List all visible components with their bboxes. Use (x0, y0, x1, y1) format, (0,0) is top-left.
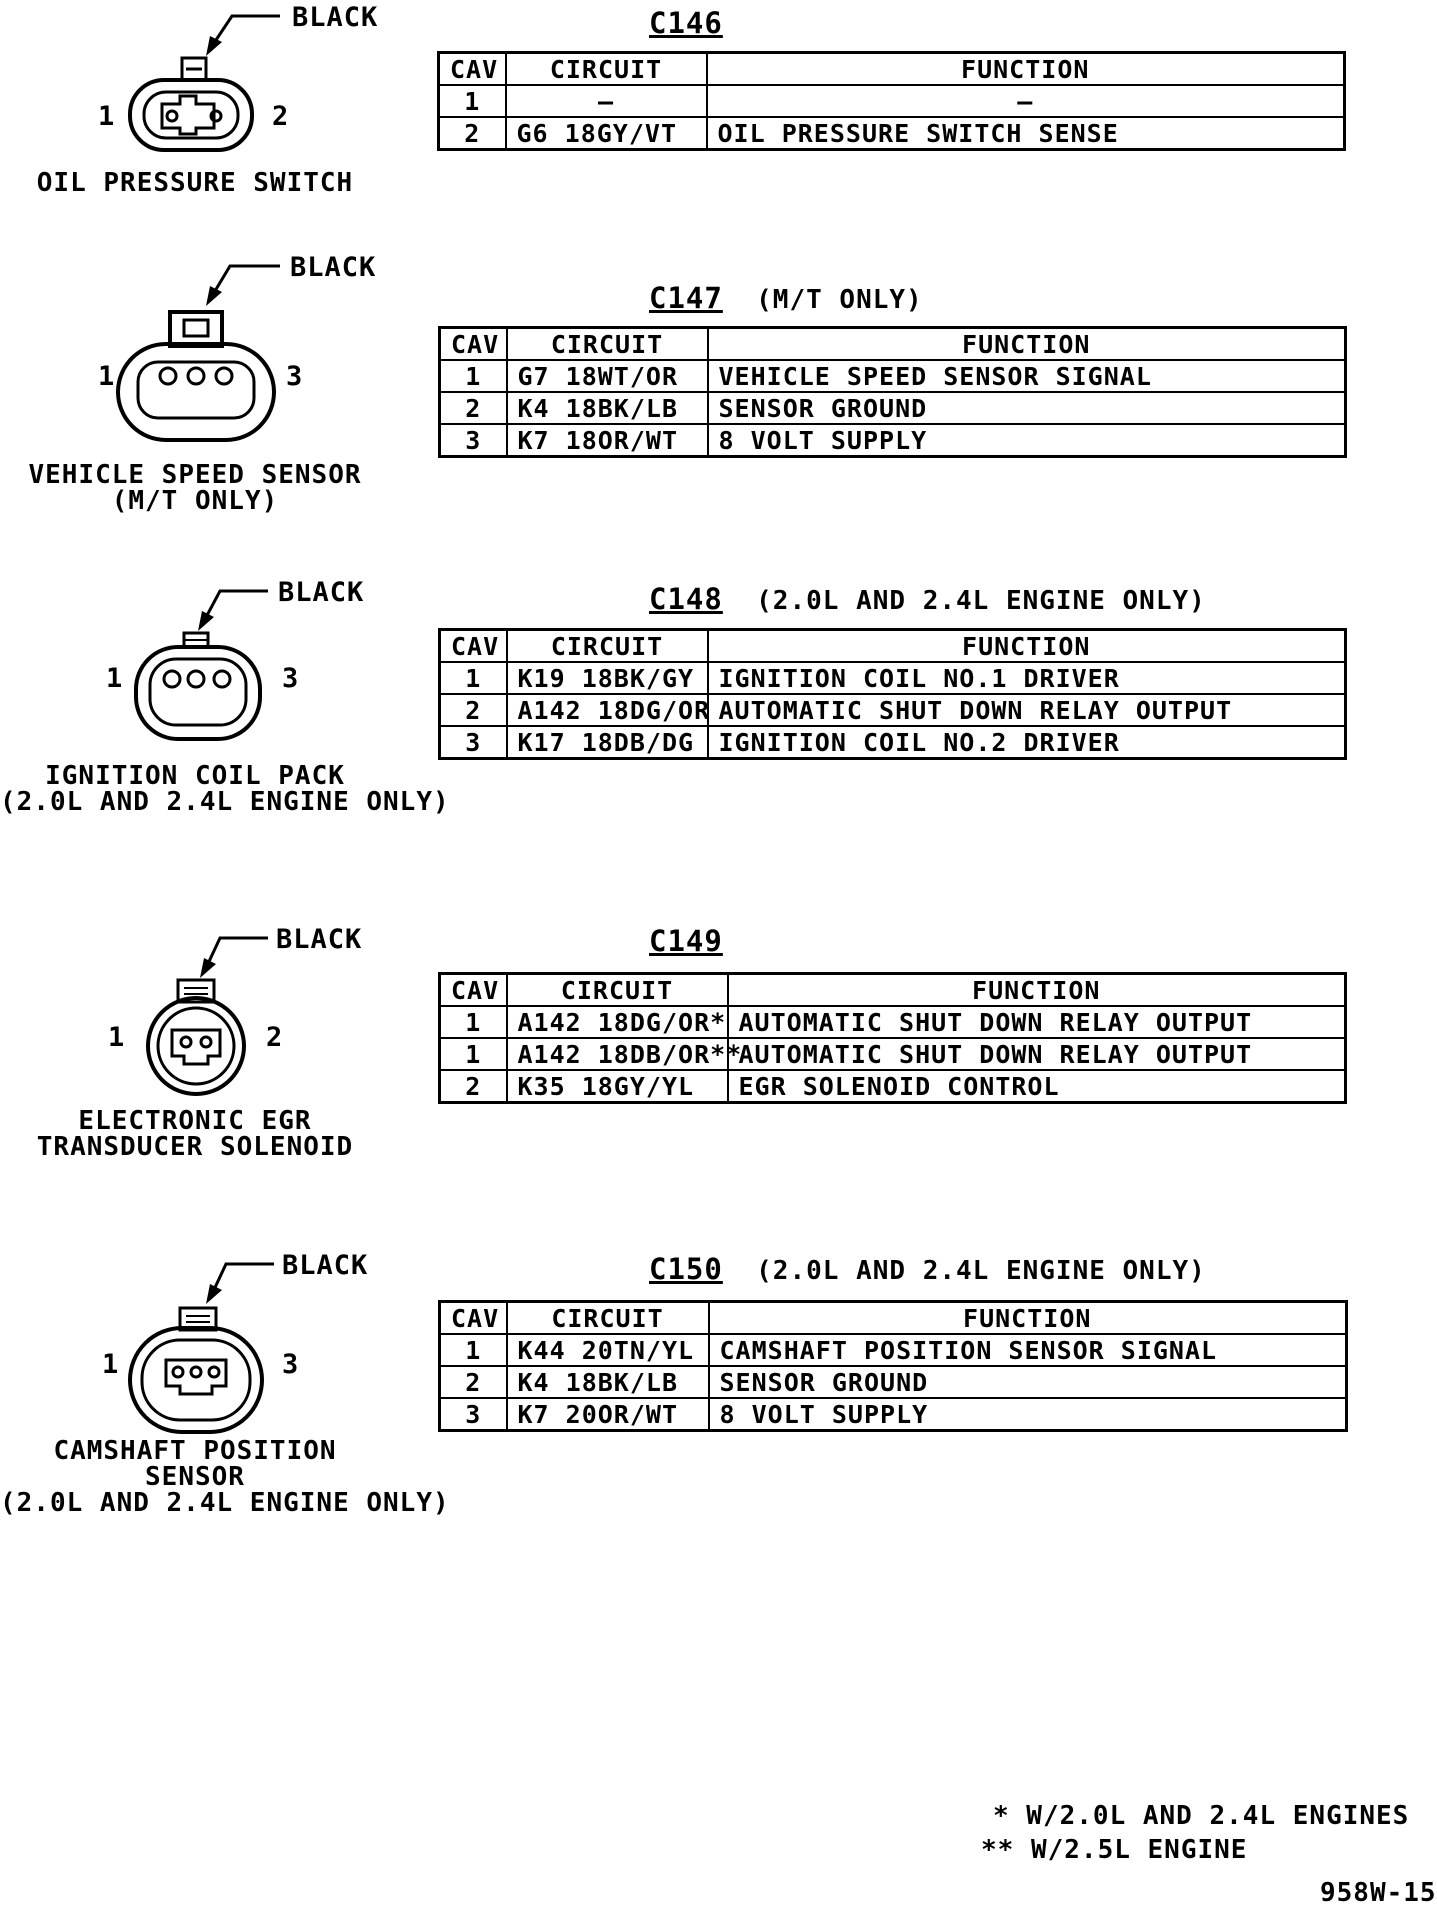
function-cell: EGR SOLENOID CONTROL (728, 1070, 1346, 1103)
function-cell: SENSOR GROUND (709, 1366, 1347, 1398)
circuit-cell: – (506, 85, 707, 117)
cav-cell: 1 (440, 1334, 507, 1366)
circuit-cell: K44 20TN/YL (507, 1334, 709, 1366)
circuit-cell: K35 18GY/YL (507, 1070, 728, 1103)
table-row (440, 1006, 1346, 1038)
header-circuit: CIRCUIT (506, 53, 707, 86)
cav-cell: 2 (440, 1070, 507, 1103)
circuit-cell: K4 18BK/LB (507, 1366, 709, 1398)
header-cav: CAV (440, 974, 507, 1007)
function-cell: SENSOR GROUND (708, 392, 1346, 424)
header-circuit: CIRCUIT (507, 630, 708, 663)
pin-label-right: 2 (272, 101, 289, 132)
header-circuit: CIRCUIT (507, 328, 708, 361)
circuit-cell: A142 18DG/OR* (507, 1006, 728, 1038)
connector-id: C147 (649, 281, 723, 315)
connector-title (649, 582, 1206, 616)
header-cav: CAV (440, 630, 507, 663)
function-cell: AUTOMATIC SHUT DOWN RELAY OUTPUT (708, 694, 1346, 726)
pin-table (437, 51, 1346, 151)
component-name: VEHICLE SPEED SENSOR (M/T ONLY) (28, 460, 362, 516)
table-row (440, 662, 1346, 694)
function-cell: OIL PRESSURE SWITCH SENSE (707, 117, 1345, 150)
function-cell: – (707, 85, 1345, 117)
footnote-double-star: ** W/2.5L ENGINE (981, 1835, 1248, 1865)
circuit-cell: K19 18BK/GY (507, 662, 708, 694)
table-row (440, 360, 1346, 392)
wire-color-label: BLACK (278, 577, 365, 608)
table-row (440, 424, 1346, 457)
table-header-row (440, 630, 1346, 663)
pin-label-left: 1 (106, 663, 123, 694)
connector-id: C149 (649, 924, 723, 958)
table-row (440, 1334, 1347, 1366)
pin-label-right: 3 (286, 361, 303, 392)
table-header-row (440, 974, 1346, 1007)
pin-label-right: 2 (266, 1022, 283, 1053)
table-header-row (439, 53, 1345, 86)
component-name: ELECTRONIC EGR TRANSDUCER SOLENOID (36, 1106, 354, 1162)
connector-title (649, 281, 923, 315)
header-function: FUNCTION (728, 974, 1346, 1007)
wire-color-label: BLACK (292, 2, 379, 33)
function-cell: IGNITION COIL NO.1 DRIVER (708, 662, 1346, 694)
pin-table (438, 1300, 1348, 1432)
header-cav: CAV (439, 53, 506, 86)
circuit-cell: A142 18DG/OR (507, 694, 708, 726)
header-circuit: CIRCUIT (507, 1302, 709, 1335)
pin-label-left: 1 (108, 1022, 125, 1053)
table-header-row (440, 1302, 1347, 1335)
footnote-single-star: * W/2.0L AND 2.4L ENGINES (993, 1801, 1410, 1831)
cav-cell: 1 (440, 1038, 507, 1070)
connector-qualifier: (2.0L AND 2.4L ENGINE ONLY) (756, 586, 1206, 616)
figure-id: 958W-15 (1320, 1878, 1437, 1908)
circuit-cell: G7 18WT/OR (507, 360, 708, 392)
pin-label-right: 3 (282, 663, 299, 694)
header-function: FUNCTION (708, 328, 1346, 361)
header-function: FUNCTION (709, 1302, 1347, 1335)
pin-table (438, 972, 1347, 1104)
wire-color-label: BLACK (282, 1250, 369, 1281)
table-row (439, 85, 1345, 117)
circuit-cell: K7 18OR/WT (507, 424, 708, 457)
table-row (440, 1398, 1347, 1431)
connector-id: C150 (649, 1252, 723, 1286)
table-row (440, 392, 1346, 424)
circuit-cell: A142 18DB/OR** (507, 1038, 728, 1070)
cav-cell: 2 (440, 392, 507, 424)
cav-cell: 1 (440, 360, 507, 392)
table-header-row (440, 328, 1346, 361)
pin-label-left: 1 (98, 361, 115, 392)
component-name: OIL PRESSURE SWITCH (36, 168, 354, 198)
component-name: IGNITION COIL PACK (2.0L AND 2.4L ENGINE ONLY) (0, 761, 450, 817)
pin-table (438, 628, 1347, 760)
circuit-cell: K17 18DB/DG (507, 726, 708, 759)
function-cell: CAMSHAFT POSITION SENSOR SIGNAL (709, 1334, 1347, 1366)
cav-cell: 2 (439, 117, 506, 150)
pin-table (438, 326, 1347, 458)
table-row (440, 726, 1346, 759)
table-row (439, 117, 1345, 150)
function-cell: AUTOMATIC SHUT DOWN RELAY OUTPUT (728, 1038, 1346, 1070)
table-row (440, 694, 1346, 726)
header-circuit: CIRCUIT (507, 974, 728, 1007)
table-row (440, 1038, 1346, 1070)
table-row (440, 1366, 1347, 1398)
vehicle-speed-sensor-connector-icon (0, 250, 420, 470)
pin-label-left: 1 (102, 1349, 119, 1380)
connector-id: C148 (649, 582, 723, 616)
header-cav: CAV (440, 328, 507, 361)
function-cell: 8 VOLT SUPPLY (708, 424, 1346, 457)
header-function: FUNCTION (707, 53, 1345, 86)
connector-title (649, 924, 723, 958)
function-cell: VEHICLE SPEED SENSOR SIGNAL (708, 360, 1346, 392)
header-function: FUNCTION (708, 630, 1346, 663)
cav-cell: 1 (439, 85, 506, 117)
connector-title (649, 1252, 1206, 1286)
cav-cell: 2 (440, 694, 507, 726)
connector-qualifier: (M/T ONLY) (756, 285, 923, 315)
component-name: CAMSHAFT POSITION SENSOR (2.0L AND 2.4L ENGINE ONLY) (0, 1436, 450, 1518)
connector-title (649, 6, 723, 40)
function-cell: AUTOMATIC SHUT DOWN RELAY OUTPUT (728, 1006, 1346, 1038)
wire-color-label: BLACK (290, 252, 377, 283)
connector-qualifier: (2.0L AND 2.4L ENGINE ONLY) (756, 1256, 1206, 1286)
function-cell: 8 VOLT SUPPLY (709, 1398, 1347, 1431)
header-cav: CAV (440, 1302, 507, 1335)
cav-cell: 3 (440, 424, 507, 457)
cav-cell: 1 (440, 662, 507, 694)
cav-cell: 1 (440, 1006, 507, 1038)
cav-cell: 3 (440, 1398, 507, 1431)
wire-color-label: BLACK (276, 924, 363, 955)
circuit-cell: G6 18GY/VT (506, 117, 707, 150)
pin-label-left: 1 (98, 101, 115, 132)
pin-label-right: 3 (282, 1349, 299, 1380)
connector-id: C146 (649, 6, 723, 40)
cav-cell: 2 (440, 1366, 507, 1398)
function-cell: IGNITION COIL NO.2 DRIVER (708, 726, 1346, 759)
circuit-cell: K7 20OR/WT (507, 1398, 709, 1431)
cav-cell: 3 (440, 726, 507, 759)
circuit-cell: K4 18BK/LB (507, 392, 708, 424)
table-row (440, 1070, 1346, 1103)
